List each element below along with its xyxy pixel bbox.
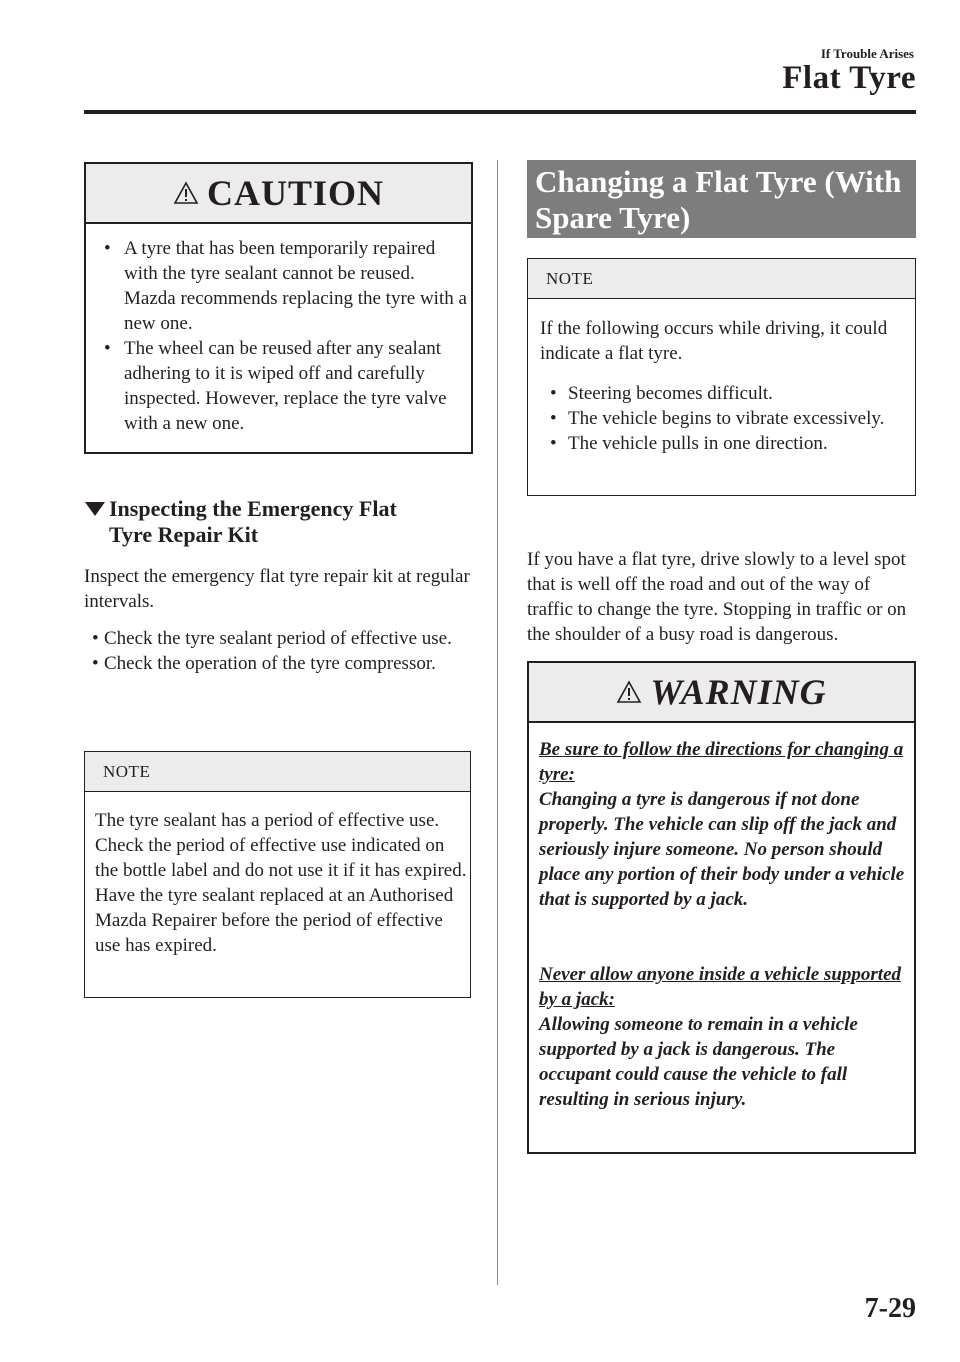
note-box-flat-signs (527, 258, 916, 496)
note-label: NOTE (528, 259, 915, 299)
warning-title: Never allow anyone inside a vehicle supported by a jack: (539, 964, 902, 1010)
note-text: The tyre sealant has a period of effective use. Check the period of effective use indicated on the bottle label and do not use it if it has expired. Have the tyre sealant replaced at an Authorised Mazda Repairer before the period of effective use has expired. (95, 810, 467, 956)
warning-triangle-icon (616, 680, 642, 704)
note-list (550, 381, 910, 456)
header-rule (84, 110, 916, 114)
warning-block-occupant (539, 962, 907, 1112)
section-banner: Changing a Flat Tyre (With Spare Tyre) (527, 160, 916, 238)
heading-line-2: Tyre Repair Kit (109, 522, 259, 547)
list-item: • Check the operation of the tyre compressor. (92, 651, 472, 676)
heading-line-1: Inspecting the Emergency Flat (109, 496, 397, 521)
warning-body: Changing a tyre is dangerous if not done properly. The vehicle can slip off the jack and seriously injure someone. No person should place any portion of their body under a vehicle that is supported by a jack. (539, 789, 905, 910)
warning-body: Allowing someone to remain in a vehicle supported by a jack is dangerous. The occupant could cause the vehicle to fall resulting in serious injury. (539, 1014, 858, 1110)
list-item: • The vehicle begins to vibrate excessively. (550, 406, 910, 431)
caution-heading: CAUTION (206, 173, 384, 213)
list-item: • The wheel can be reused after any sealant adhering to it is wiped off and carefully inspected. However, replace the tyre valve with a new one. (102, 336, 468, 436)
warning-title: Be sure to follow the directions for changing a tyre: (539, 739, 904, 785)
note-label: NOTE (85, 752, 470, 792)
note-intro: If the following occurs while driving, it could indicate a flat tyre. (540, 318, 888, 364)
inspect-list (92, 626, 472, 676)
warning-triangle-icon (173, 181, 199, 205)
list-item: • Steering becomes difficult. (550, 381, 910, 406)
triangle-bullet-icon (84, 501, 106, 517)
column-divider (497, 160, 498, 1285)
page-number: 7-29 (864, 1293, 916, 1324)
warning-header (529, 663, 914, 723)
flat-tyre-paragraph: If you have a flat tyre, drive slowly to a level spot that is well off the road and out of the way of traffic to change the tyre. Stopping in traffic or on the shoulder of a busy road is dangerous. (527, 549, 907, 645)
list-item: • Check the tyre sealant period of effective use. (92, 626, 472, 651)
warning-heading: WARNING (650, 672, 827, 712)
inspect-intro: Inspect the emergency flat tyre repair kit at regular intervals. (84, 566, 470, 612)
list-item: • The vehicle pulls in one direction. (550, 431, 910, 456)
caution-list (102, 236, 468, 436)
warning-block-jack-directions (539, 737, 907, 912)
page-title: Flat Tyre (782, 60, 916, 96)
list-item: • A tyre that has been temporarily repaired with the tyre sealant cannot be reused. Mazda recommends replacing the tyre with a new one. (102, 236, 468, 336)
section-label: If Trouble Arises (820, 46, 914, 61)
caution-header (86, 164, 471, 224)
